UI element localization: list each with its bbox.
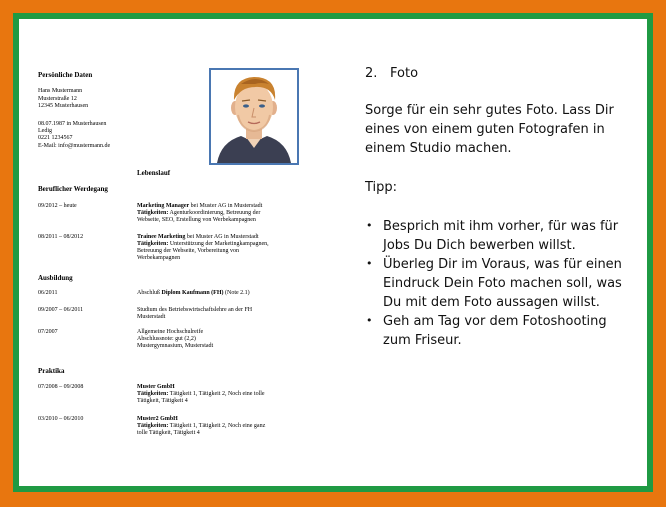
education-heading: Ausbildung	[38, 274, 73, 282]
praktikum-tasks-line: tolle Tätigkeit, Tätigkeit 4	[137, 430, 200, 436]
career-tasks-line: Webseite, SEO, Erstellung von Werbekampagnen	[137, 217, 256, 223]
intro-line: Sorge für ein sehr gutes Foto. Lass Dir	[365, 103, 614, 118]
cv-sample	[19, 19, 349, 486]
education-text: Abschlussnote: gut (2,2)	[137, 336, 196, 342]
personal-data-heading: Persönliche Daten	[38, 71, 93, 79]
career-date: 08/2011 – 08/2012	[38, 234, 84, 240]
bullet-line: Eindruck Dein Foto machen soll, was	[383, 276, 622, 291]
praktikum-company: Muster GmbH	[137, 384, 175, 390]
education-date: 09/2007 – 06/2011	[38, 307, 84, 313]
portrait-icon	[211, 70, 297, 163]
cv-title: Lebenslauf	[137, 169, 171, 177]
name: Hans Mustermann	[38, 88, 83, 94]
education-text: Studium des Betriebswirtschaftslehre an der FH	[137, 307, 253, 313]
bullet-line: zum Friseur.	[383, 333, 462, 348]
career-tasks-line: Betreuung der Webseite, Vorbereitung von	[137, 248, 239, 254]
bullet-line: Jobs Du Dich bewerben willst.	[383, 238, 576, 253]
street: Musterstraße 12	[38, 96, 77, 102]
education-date: 06/2011	[38, 290, 58, 296]
city: 12345 Musterhausen	[38, 103, 89, 109]
birth: 08.07.1987 in Musterhausen	[38, 121, 107, 127]
praktikum-company: Muster2 GmbH	[137, 416, 178, 422]
education-text: Allgemeine Hochschulreife	[137, 329, 204, 335]
praktikum-tasks-line: Tätigkeiten: Tätigkeit 1, Tätigkeit 2, Noch eine ganz	[137, 423, 266, 429]
career-tasks-line: Werbekampagnen	[137, 255, 181, 261]
career-role-line: Trainee Marketing bei Muster AG in Musterstadt	[137, 234, 259, 240]
tipp-label: Tipp:	[365, 180, 398, 195]
praktikum-tasks-line: Tätigkeit, Tätigkeit 4	[137, 398, 188, 404]
bullet-line: Besprich mit ihm vorher, für was für	[383, 219, 619, 234]
bullet-icon: •	[366, 219, 373, 232]
phone: 0221 1234567	[38, 135, 73, 141]
intro-line: eines von einem guten Fotografen in	[365, 122, 605, 137]
career-date: 09/2012 – heute	[38, 203, 77, 209]
career-tasks-line: Tätigkeiten: Unterstützung der Marketingkampagnen,	[137, 241, 269, 247]
praktika-heading: Praktika	[38, 367, 65, 375]
bullet-icon: •	[366, 257, 373, 270]
career-heading: Beruflicher Werdegang	[38, 185, 108, 193]
bullet-line: Du mit dem Foto aussagen willst.	[383, 295, 600, 310]
bullet-line: Überleg Dir im Voraus, was für einen	[383, 257, 622, 272]
education-text: Musterstadt	[137, 314, 166, 320]
marital-status: Ledig	[38, 128, 52, 134]
education-text: Mustergymnasium, Musterstadt	[137, 343, 214, 349]
section-number: 2.	[365, 66, 378, 81]
education-date: 07/2007	[38, 329, 58, 335]
bullet-line: Geh am Tag vor dem Fotoshooting	[383, 314, 607, 329]
profile-photo	[209, 68, 299, 165]
education-text: Abschluß Diplom Kaufmann (FH) (Note 2.1)	[137, 290, 250, 296]
career-tasks-line: Tätigkeiten: Agenturkoordinierung, Betreuung der	[137, 210, 261, 216]
document-page	[19, 19, 647, 486]
praktikum-tasks-line: Tätigkeiten: Tätigkeit 1, Tätigkeit 2, Noch eine tolle	[137, 391, 265, 397]
bullet-icon: •	[366, 314, 373, 327]
photo-tips	[365, 19, 645, 486]
praktikum-date: 03/2010 – 06/2010	[38, 416, 84, 422]
praktikum-date: 07/2008 – 09/2008	[38, 384, 84, 390]
section-heading: Foto	[390, 66, 419, 81]
intro-line: einem Studio machen.	[365, 141, 512, 156]
email: E-Mail: info@mustermann.de	[38, 143, 111, 149]
career-role-line: Marketing Manager bei Muster AG in Musterstadt	[137, 203, 263, 209]
